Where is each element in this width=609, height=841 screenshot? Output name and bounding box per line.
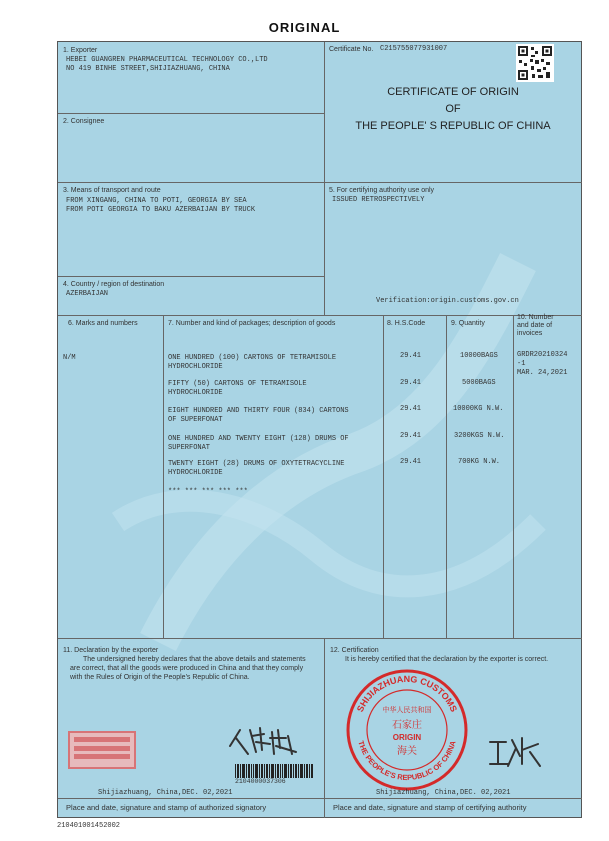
goods-2-desc-2: HYDROCHLORIDE xyxy=(168,389,223,397)
goods-3-desc-2: OF SUPERFONAT xyxy=(168,416,223,424)
exporter-line-2: NO 419 BINHE STREET,SHIJIAZHUANG, CHINA xyxy=(66,65,230,73)
header-original: ORIGINAL xyxy=(268,20,341,35)
certificate-title-1: CERTIFICATE OF ORIGIN xyxy=(387,86,519,98)
goods-5-desc-2: HYDROCHLORIDE xyxy=(168,469,223,477)
rule-7 xyxy=(58,798,582,799)
goods-3-desc-1: EIGHT HUNDRED AND THIRTY FOUR (834) CARTONS xyxy=(168,407,349,415)
rule-6 xyxy=(58,638,582,639)
exporter-label: 1. Exporter xyxy=(63,47,98,54)
certification-text: It is hereby certified that the declaration by the exporter is correct. xyxy=(345,656,549,663)
col-invoice xyxy=(517,314,554,338)
authority-value: ISSUED RETROSPECTIVELY xyxy=(332,196,425,204)
certificate-title-2: OF xyxy=(445,103,461,115)
rule-1 xyxy=(58,113,324,114)
declaration-text-3: with the Rules of Origin of the People's Republic of China. xyxy=(70,674,250,681)
certification-label: 12. Certification xyxy=(330,647,379,654)
seal-outer-bottom: THE PEOPLE'S REPUBLIC OF CHINA xyxy=(356,739,458,783)
goods-5-hs: 29.41 xyxy=(400,458,422,466)
goods-1-hs: 29.41 xyxy=(400,352,422,360)
col-invoice-line-1: 10. Number xyxy=(517,314,554,321)
certificate-title-3: THE PEOPLE' S REPUBLIC OF CHINA xyxy=(355,120,551,132)
exporter-signature xyxy=(226,724,304,760)
certificate-number: C215755077931007 xyxy=(380,45,448,53)
rule-3 xyxy=(324,182,582,183)
col-quantity: 9. Quantity xyxy=(451,320,485,327)
declaration-text-2: are correct, that all the goods were produced in China and that they comply xyxy=(70,665,304,672)
invoice-number: GRDR20210324 xyxy=(517,351,568,359)
transport-line-2: FROM POTI GEORGIA TO BAKU AZERBAIJAN BY TRUCK xyxy=(66,206,256,214)
goods-4-desc-1: ONE HUNDRED AND TWENTY EIGHT (128) DRUMS OF xyxy=(168,435,349,443)
col-invoice-line-2: and date of xyxy=(517,322,553,329)
exporter-place-date: Shijiazhuang, China,DEC. 02,2021 xyxy=(98,789,233,797)
exporter-line-1: HEBEI GUANGREN PHARMACEUTICAL TECHNOLOGY CO.,LTD xyxy=(66,56,268,64)
goods-5-desc-1: TWENTY EIGHT (28) DRUMS OF OXYTETRACYCLINE xyxy=(168,460,345,468)
goods-2-qty: 5000BAGS xyxy=(462,379,496,387)
certificate-form xyxy=(57,41,582,818)
qr-code-icon xyxy=(516,44,554,82)
certifier-footer: Place and date, signature and stamp of certifying authority xyxy=(333,803,527,812)
certifier-signature xyxy=(486,734,542,770)
rule-2 xyxy=(58,182,324,183)
serial-number: 210401001452002 xyxy=(57,822,121,830)
rule-5 xyxy=(58,315,582,316)
col-hs-code: 8. H.S.Code xyxy=(387,320,426,327)
goods-1-desc-2: HYDROCHLORIDE xyxy=(168,363,223,371)
rule-v3 xyxy=(383,315,384,638)
certificate-number-label: Certificate No. xyxy=(329,46,374,53)
transport-label: 3. Means of transport and route xyxy=(63,187,161,194)
seal-outer-top: SHIJIAZHUANG CUSTOMS xyxy=(354,673,460,714)
declaration-text-1: The undersigned hereby declares that the above details and statements xyxy=(83,656,306,663)
goods-2-hs: 29.41 xyxy=(400,379,422,387)
seal-cn-mid: 石家庄 xyxy=(392,720,422,731)
col-marks: 6. Marks and numbers xyxy=(68,320,138,327)
rule-v2 xyxy=(163,315,164,638)
rule-v6 xyxy=(324,638,325,818)
rule-v1 xyxy=(324,42,325,315)
destination-label: 4. Country / region of destination xyxy=(63,281,165,288)
goods-4-desc-2: SUPERFONAT xyxy=(168,444,211,452)
barcode-icon xyxy=(235,764,313,778)
exporter-footer: Place and date, signature and stamp of authorized signatory xyxy=(66,803,267,812)
goods-2-desc-1: FIFTY (50) CARTONS OF TETRAMISOLE xyxy=(168,380,307,388)
invoice-suffix: -1 xyxy=(517,360,526,368)
consignee-label: 2. Consignee xyxy=(63,118,105,125)
customs-seal xyxy=(345,668,469,792)
col-description: 7. Number and kind of packages; description of goods xyxy=(168,320,336,327)
barcode-number: 2104000037306 xyxy=(235,778,286,785)
rule-v4 xyxy=(446,315,447,638)
goods-1-qty: 10000BAGS xyxy=(460,352,498,360)
seal-cn-bottom: 海关 xyxy=(397,746,417,757)
authority-label: 5. For certifying authority use only xyxy=(329,187,435,194)
verification-text: Verification:origin.customs.gov.cn xyxy=(376,297,519,305)
seal-cn-top: 中华人民共和国 xyxy=(382,706,432,714)
goods-3-qty: 10000KG N.W. xyxy=(453,405,504,413)
goods-end-marker: *** *** *** *** *** xyxy=(168,488,248,496)
goods-4-qty: 3200KGS N.W. xyxy=(454,432,505,440)
marks-value: N/M xyxy=(63,354,76,362)
invoice-date: MAR. 24,2021 xyxy=(517,369,568,377)
great-wall-watermark xyxy=(98,222,558,692)
goods-1-desc-1: ONE HUNDRED (100) CARTONS OF TETRAMISOLE xyxy=(168,354,337,362)
exporter-company-stamp xyxy=(68,731,136,769)
destination-value: AZERBAIJAN xyxy=(66,290,109,298)
declaration-label: 11. Declaration by the exporter xyxy=(63,647,159,654)
goods-5-qty: 700KG N.W. xyxy=(458,458,501,466)
seal-en-mid: ORIGIN xyxy=(392,733,422,742)
certifier-place-date: Shijiazhuang, China,DEC. 02,2021 xyxy=(376,789,511,797)
col-invoice-line-3: invoices xyxy=(517,330,543,337)
goods-3-hs: 29.41 xyxy=(400,405,422,413)
rule-v5 xyxy=(513,315,514,638)
rule-4 xyxy=(58,276,324,277)
goods-4-hs: 29.41 xyxy=(400,432,422,440)
transport-line-1: FROM XINGANG, CHINA TO POTI, GEORGIA BY SEA xyxy=(66,197,247,205)
